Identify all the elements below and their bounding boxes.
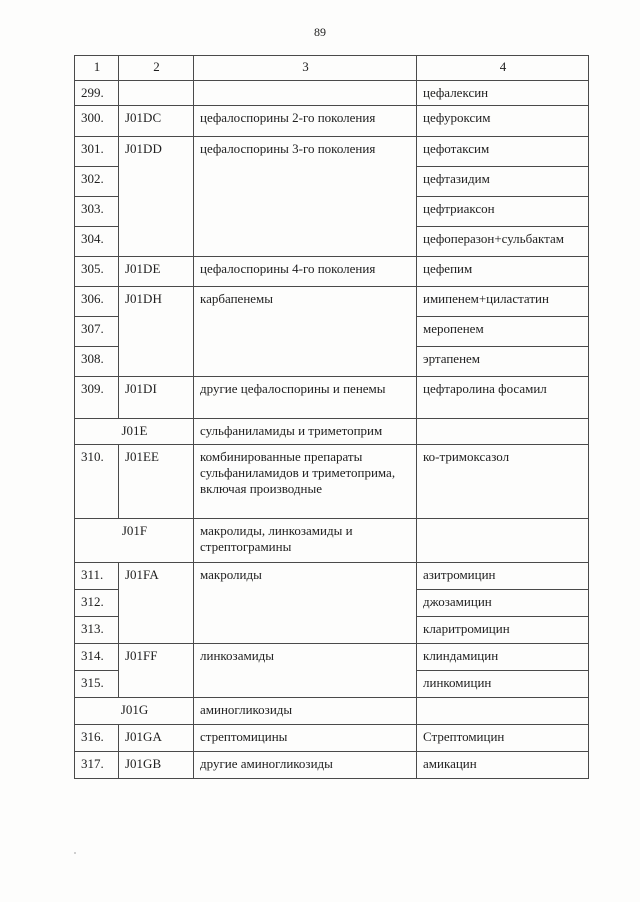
table-row [75,257,589,287]
page-number: 89 [314,25,326,39]
group-name-cell: комбинированные препараты сульфаниламидов и триметоприма, включая производные [194,445,417,519]
header-cell-4: 4 [417,56,589,81]
row-number-cell: 314. [75,644,119,671]
drug-cell: меропенем [417,317,589,347]
atc-code-cell [119,81,194,106]
row-number-cell: 309. [75,377,119,419]
atc-code-cell: J01GA [119,725,194,752]
drug-cell: эртапенем [417,347,589,377]
row-number-cell: 304. [75,227,119,257]
group-name-cell: стрептомицины [194,725,417,752]
table-group-row [75,419,589,445]
drug-cell: линкомицин [417,671,589,698]
drug-cell: азитромицин [417,563,589,590]
drug-cell: джозамицин [417,590,589,617]
atc-code-cell: J01GB [119,752,194,779]
row-number-cell: 310. [75,445,119,519]
table-row [75,644,589,671]
atc-code-cell: J01FA [119,563,194,644]
row-number-cell: 301. [75,137,119,167]
table-row [75,725,589,752]
atc-code-cell: J01EE [119,445,194,519]
drug-cell: клиндамицин [417,644,589,671]
drug-cell: цефтриаксон [417,197,589,227]
scan-dot [74,852,76,854]
table-row [75,752,589,779]
row-number-cell: 307. [75,317,119,347]
table-group-row [75,519,589,563]
drug-cell: цефтаролина фосамил [417,377,589,419]
group-name-cell [194,81,417,106]
atc-code-cell: J01DD [119,137,194,257]
drug-cell: Стрептомицин [417,725,589,752]
drug-cell: имипенем+циластатин [417,287,589,317]
row-number-cell: 299. [75,81,119,106]
row-number-cell: 303. [75,197,119,227]
table-body [75,56,589,779]
atc-code-cell: J01FF [119,644,194,698]
table-row [75,377,589,419]
group-name-cell: макролиды [194,563,417,644]
group-name-cell: другие аминогликозиды [194,752,417,779]
group-code-cell: J01G [75,698,194,725]
group-name-cell: цефалоспорины 3-го поколения [194,137,417,257]
table-row [75,287,589,317]
drug-cell: цефепим [417,257,589,287]
row-number-cell: 300. [75,106,119,137]
row-number-cell: 311. [75,563,119,590]
row-number-cell: 305. [75,257,119,287]
table-row [75,445,589,519]
drug-cell: цефуроксим [417,106,589,137]
group-name-cell: цефалоспорины 4-го поколения [194,257,417,287]
row-number-cell: 312. [75,590,119,617]
header-cell-2: 2 [119,56,194,81]
group-name-cell: линкозамиды [194,644,417,698]
drug-cell [417,419,589,445]
table-group-row [75,698,589,725]
header-cell-1: 1 [75,56,119,81]
atc-code-cell: J01DE [119,257,194,287]
row-number-cell: 315. [75,671,119,698]
row-number-cell: 308. [75,347,119,377]
table-row [75,81,589,106]
row-number-cell: 313. [75,617,119,644]
row-number-cell: 306. [75,287,119,317]
row-number-cell: 316. [75,725,119,752]
drug-cell: ко-тримоксазол [417,445,589,519]
atc-code-cell: J01DI [119,377,194,419]
group-name-cell: макролиды, линкозамиды и стрептограмины [194,519,417,563]
group-code-cell: J01E [75,419,194,445]
table-row [75,563,589,590]
header-cell-3: 3 [194,56,417,81]
atc-code-cell: J01DH [119,287,194,377]
drug-cell: цефоперазон+сульбактам [417,227,589,257]
atc-code-cell: J01DC [119,106,194,137]
table-row [75,106,589,137]
drug-cell: цефотаксим [417,137,589,167]
drug-classification-table [74,55,589,779]
drug-cell: цефалексин [417,81,589,106]
group-name-cell: сульфаниламиды и триметоприм [194,419,417,445]
group-name-cell: карбапенемы [194,287,417,377]
row-number-cell: 317. [75,752,119,779]
table-header-row [75,56,589,81]
row-number-cell: 302. [75,167,119,197]
group-name-cell: аминогликозиды [194,698,417,725]
group-code-cell: J01F [75,519,194,563]
table-row [75,137,589,167]
drug-cell [417,519,589,563]
drug-cell [417,698,589,725]
drug-cell: цефтазидим [417,167,589,197]
drug-cell: амикацин [417,752,589,779]
group-name-cell: цефалоспорины 2-го поколения [194,106,417,137]
group-name-cell: другие цефалоспорины и пенемы [194,377,417,419]
drug-cell: кларитромицин [417,617,589,644]
